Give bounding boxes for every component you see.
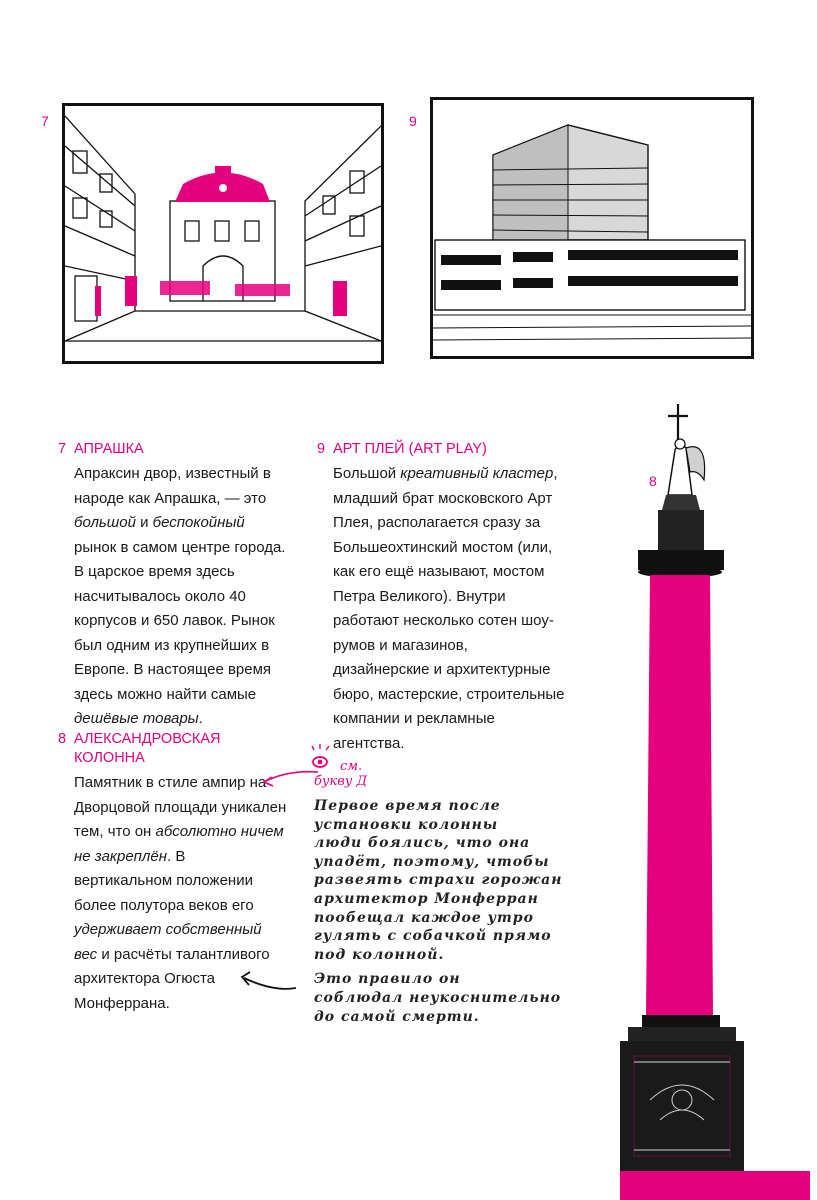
emphasis-text: креативный кластер — [400, 465, 554, 482]
see-letter-note — [314, 755, 410, 793]
hand-line: установки колонны — [314, 816, 499, 833]
emphasis-text: удерживает собственный вес — [74, 921, 262, 963]
hand-line: пообещал каждое утро — [314, 909, 534, 926]
entry-column-number: 8 — [58, 731, 67, 747]
hand-line: люди боялись, что она — [314, 835, 531, 852]
emphasis-text: беспокойный — [152, 514, 245, 531]
column-plinth — [620, 1171, 810, 1200]
figure-number-column: 8 — [649, 473, 657, 489]
body-text: . — [198, 710, 203, 727]
entry-column-heading — [58, 730, 287, 768]
hand-line: упадёт, поэтому, чтобы — [314, 853, 550, 870]
hand-line: развеять страхи горожан — [314, 872, 563, 889]
entry-art-play — [317, 440, 565, 756]
emphasis-text: дешёвые товары — [74, 710, 199, 727]
body-text: и — [135, 514, 153, 531]
hand-line: гулять с собачкой прямо — [314, 928, 552, 945]
entry-apraksin-text — [74, 462, 287, 732]
handwritten-note — [314, 797, 584, 1026]
angel-statue-icon — [662, 404, 705, 510]
entry-apraksin-number: 7 — [58, 441, 67, 457]
entry-art-play-heading — [317, 440, 565, 459]
emphasis-text: абсолютно ничем не закреплён — [74, 823, 284, 865]
hand-line: под колонной. — [314, 946, 445, 963]
emphasis-text: большой — [74, 514, 136, 531]
alexander-column-illustration — [620, 400, 810, 1200]
body-text: Большой — [333, 465, 401, 482]
see-letter-pointer — [262, 742, 332, 802]
body-text: , младший брат московского Арт Плея, располагается сразу за Большеохтинский мостом (или, как его ещё называют, мостом Петра Великого). Внутри работают несколько сотен шоу-румов и магазинов, дизайнерские и архитектурные бюро, мастерские, строительные компании и рекламные агентства. — [333, 465, 565, 752]
figure-number-artplay: 9 — [409, 113, 417, 129]
body-text: Памятник в стиле ампир на Дворцовой площади уникален тем, что он — [74, 774, 287, 840]
body-text: рынок в самом центре города. В царское время здесь насчитывалось около 40 корпусов и 650 лавок. Рынок был одним из крупнейших в Европе. В настоящее время здесь можно найти самые — [74, 538, 286, 703]
entry-apraksin-title: АПРАШКА — [74, 441, 144, 457]
apraksin-dvor-drawing — [65, 106, 381, 361]
curved-arrow-icon — [234, 966, 304, 996]
body-text: и расчёты талантливого архитектора Огюста Монферрана. — [74, 945, 270, 1012]
entry-apraksin-dvor — [58, 440, 287, 732]
hand-line: до самой смерти. — [314, 1008, 480, 1025]
apraksin-dvor-illustration — [62, 103, 384, 364]
hand-line: Первое время после — [314, 798, 501, 814]
body-text: Апраксин двор, известный в народе как Апрашка, — это — [74, 465, 271, 507]
entry-column-title: АЛЕКСАНДРОВСКАЯ КОЛОННА — [74, 731, 221, 766]
hand-line: соблюдал неукоснительно — [314, 989, 562, 1006]
hand-line: архитектор Монферран — [314, 890, 539, 907]
entry-apraksin-heading — [58, 440, 287, 459]
entry-art-play-number: 9 — [317, 441, 326, 457]
column-shaft — [646, 575, 713, 1015]
entry-art-play-title: АРТ ПЛЕЙ (ART PLAY) — [333, 441, 487, 457]
figure-number-apraksin: 7 — [41, 113, 49, 129]
art-play-drawing — [433, 100, 751, 356]
see-note-line2: букву Д — [314, 774, 368, 789]
hand-line: Это правило он — [314, 971, 461, 988]
entry-art-play-text — [333, 462, 565, 756]
see-note-line1: см. — [340, 759, 363, 774]
body-text: . В вертикальном положении более полутора веков его — [74, 847, 254, 914]
art-play-illustration — [430, 97, 754, 359]
